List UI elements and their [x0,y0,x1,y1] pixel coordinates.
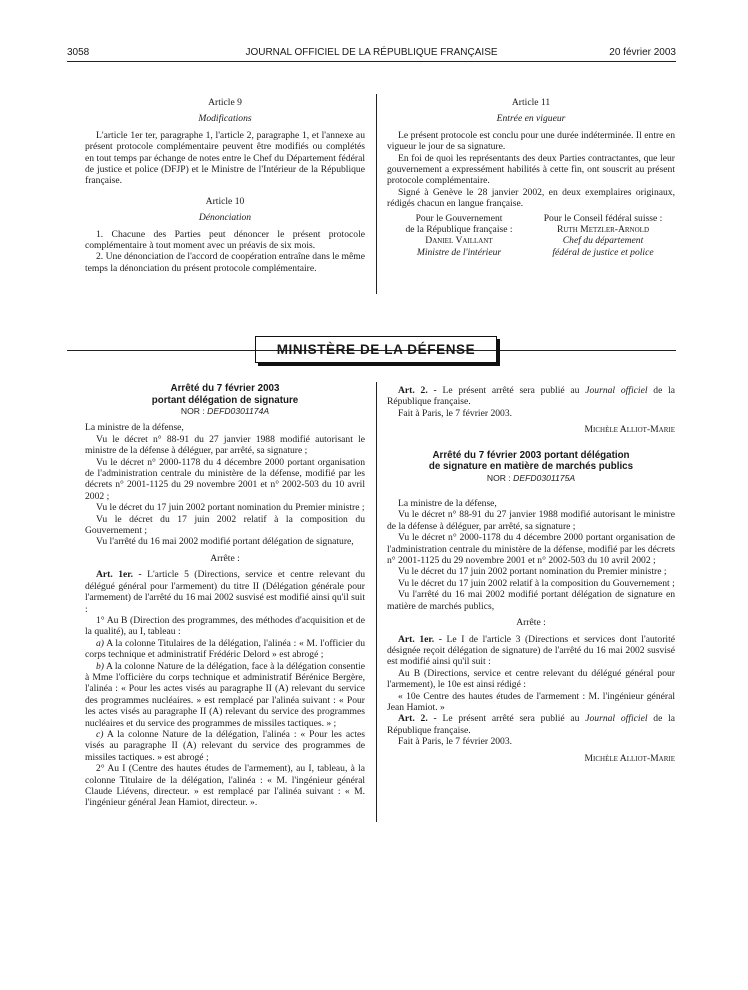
top-column-divider [376,94,377,294]
article-9-subtitle: Modifications [198,113,252,125]
arrete-1-title: Arrêté du 7 février 2003 [170,383,280,394]
signatory-name: Daniel Vaillant [425,235,493,247]
publication-date: 20 février 2003 [609,47,676,58]
article-11-para-1: Le présent protocole est conclu pour une durée indéterminée. Il entre en vigueur le jour de sa signature. [387,129,675,153]
arrete-1-column: Arrêté du 7 février 2003 portant délégation de signature NOR : DEFD0301174A La ministre de la défense, Vu le décret n° 88-91 du 27 janvier 1988 modifié autorisant le ministre de la défense à déléguer, par arrêté, sa signature ; Vu le décret n° 2000-1178 du 4 décembre 2000 portant organisation de l'administration centrale du ministère de la défense, modifié par les décrets n° 2001-1125 du 29 novembre 2001 et n° 2002-503 du 10 avril 2002 ; Vu le décret du 17 juin 2002 portant nomination du Premier ministre ; Vu le décret du 17 juin 2002 relatif à la composition du Gouvernement ; Vu l'arrêté du 16 mai 2002 modifié portant délégation de signature, Arrête : Art. 1er. - L'article 5 (Directions, service et centre relevant du délégué général pour l'armement) du titre II (Délégation générale pour l'armement) de l'arrêté du 16 mai 2002 susvisé est modifié ainsi qu'il suit : 1° Au B (Direction des programmes, des méthodes d'acquisition et de la qualité), au I, tableau : a) A la colonne Titulaires de la délégation, l'alinéa : « M. l'officier du corps technique et administratif Frédéric Delord » est abrogé ; b) A la colonne Nature de la délégation, face à la délégation consentie à Mme l'officière du corps technique et administratif Bérénice Bergère, l'alinéa : « Pour les actes visés au paragraphe II (A) relevant du service des programmes nucléaires. » est remplacé par l'alinéa suivant : « Pour les actes visés au paragraphe II (A) relevant du service des programmes nucléaires et du service des programmes de missiles tactiques. » ; c) A la colonne Nature de la délégation, l'alinéa : « Pour les actes visés au paragraphe II (A) relevant du service des programmes de missiles tactiques. » est abrogé ; 2° Au I (Centre des hautes études de l'armement), au I, tableau, à la colonne Titulaire de la délégation, l'alinéa : « M. l'ingénieur général Claude Liévens, directeur. » est remplacé par l'alinéa suivant : « M. l'ingénieur général Jean Hamiot, directeur. ». [85,383,366,809]
arrete-2-art-1: Art. 1er. - Le I de l'article 3 (Directions et services dont l'autorité désignée reçoit délégation de signature) de l'arrêté du 16 mai 2002 susvisé est modifié ainsi qu'il suit : [387,633,675,668]
arrete-2-title: Arrêté du 7 février 2003 portant délégation [432,449,630,461]
article-10-subtitle: Dénonciation [198,212,252,224]
article-10-para-2: 2. Une dénonciation de l'accord de coopération entraîne dans le même temps la dénonciation du présent protocole complémentaire. [85,251,365,274]
signature-block [387,213,675,259]
article-11-subtitle: Entrée en vigueur [496,113,566,125]
arrete-2-column: Art. 2. - Le présent arrêté sera publié au Journal officiel de la République française. Fait à Paris, le 7 février 2003. Michèle Alliot-Marie Arrêté du 7 février 2003 portant délégation de signature en matière de marchés publics NOR : DEFD0301175A La ministre de la défense, Vu le décret n° 88-91 du 27 janvier 1988 modifié autorisant le ministre de la défense à déléguer, par arrêté, sa signature ; Vu le décret n° 2000-1178 du 4 décembre 2000 portant organisation de l'administration centrale du ministère de la défense, modifié par les décrets n° 2001-1125 du 29 novembre 2001 et n° 2002-503 du 10 avril 2002 ; Vu le décret du 17 juin 2002 portant nomination du Premier ministre ; Vu le décret du 17 juin 2002 relatif à la composition du Gouvernement ; Vu l'arrêté du 16 mai 2002 modifié portant délégation de signature en matière de marchés publics, Arrête : Art. 1er. - Le I de l'article 3 (Directions et services dont l'autorité désignée reçoit délégation de signature) de l'arrêté du 16 mai 2002 susvisé est modifié ainsi qu'il suit : Au B (Directions, service et centre relevant du délégué général pour l'armement), le 10e est ainsi rédigé : « 10e Centre des hautes études de l'armement : M. l'ingénieur général Jean Hamiot. » Art. 2. - Le présent arrêté sera publié au Journal officiel de la République française. Fait à Paris, le 7 février 2003. Michèle Alliot-Marie [387,385,676,764]
arrete-1-signature: Michèle Alliot-Marie [584,424,675,436]
article-11-title: Article 11 [511,97,551,108]
page-number: 3058 [67,47,90,58]
top-right-column [387,97,675,258]
arrete-1-art-2: Art. 2. - Le présent arrêté sera publié au Journal officiel de la République française. [387,385,676,408]
top-left-column [85,97,365,274]
arrete-2-signature: Michèle Alliot-Marie [584,752,675,764]
arrete-2-art-2: Art. 2. - Le présent arrêté sera publié au Journal officiel de la République française. [387,713,676,736]
arrete-1-art-1: Art. 1er. - L'article 5 (Directions, service et centre relevant du délégué général pour l'armement) du titre II (Délégation générale pour l'armement) de l'arrêté du 16 mai 2002 susvisé est modifié ainsi qu'il suit : [85,569,365,615]
journal-title: JOURNAL OFFICIEL DE LA RÉPUBLIQUE FRANÇAISE [245,47,498,58]
article-11-para-3: Signé à Genève le 28 janvier 2002, en deux exemplaires originaux, rédigés chacun en langue française. [387,186,675,210]
arrete-2-nor: NOR : DEFD0301175A [486,472,576,483]
bottom-column-divider [376,382,377,822]
arrete-1-nor: NOR : DEFD0301174A [180,406,270,416]
arrete-1-subtitle: portant délégation de signature [151,394,299,406]
header-rule [67,61,676,62]
article-9-text: L'article 1er ter, paragraphe 1, l'article 2, paragraphe 1, et l'annexe au présent protocole complémentaire peuvent être modifiés ou complétés en tout temps par échange de notes entre le Chef du Département fédéral de justice et police (DFJP) et le Ministre de l'Intérieur de la République française. [85,129,365,187]
article-10-para-1: 1. Chacune des Parties peut dénoncer le présent protocole complémentaire à tout moment avec un préavis de six mois. [85,228,365,252]
article-9-title: Article 9 [208,97,242,108]
article-10-title: Article 10 [205,195,245,207]
signatory-name: Ruth Metzler-Arnold [557,224,649,236]
signature-france: Pour le Gouvernement de la République française : Daniel Vaillant Ministre de l'intérieur [387,213,531,259]
signature-switzerland: Pour le Conseil fédéral suisse : Ruth Metzler-Arnold Chef du département fédéral de justice et police [531,213,675,259]
article-11-para-2: En foi de quoi les représentants des deux Parties contractantes, que leur gouvernement a expressément habilités à cette fin, ont souscrit au présent protocole complémentaire. [387,152,675,187]
ministry-banner: MINISTÈRE DE LA DÉFENSE [255,336,497,363]
page-header [67,44,676,60]
arrete-2-subtitle: de signature en matière de marchés publics [428,461,634,473]
